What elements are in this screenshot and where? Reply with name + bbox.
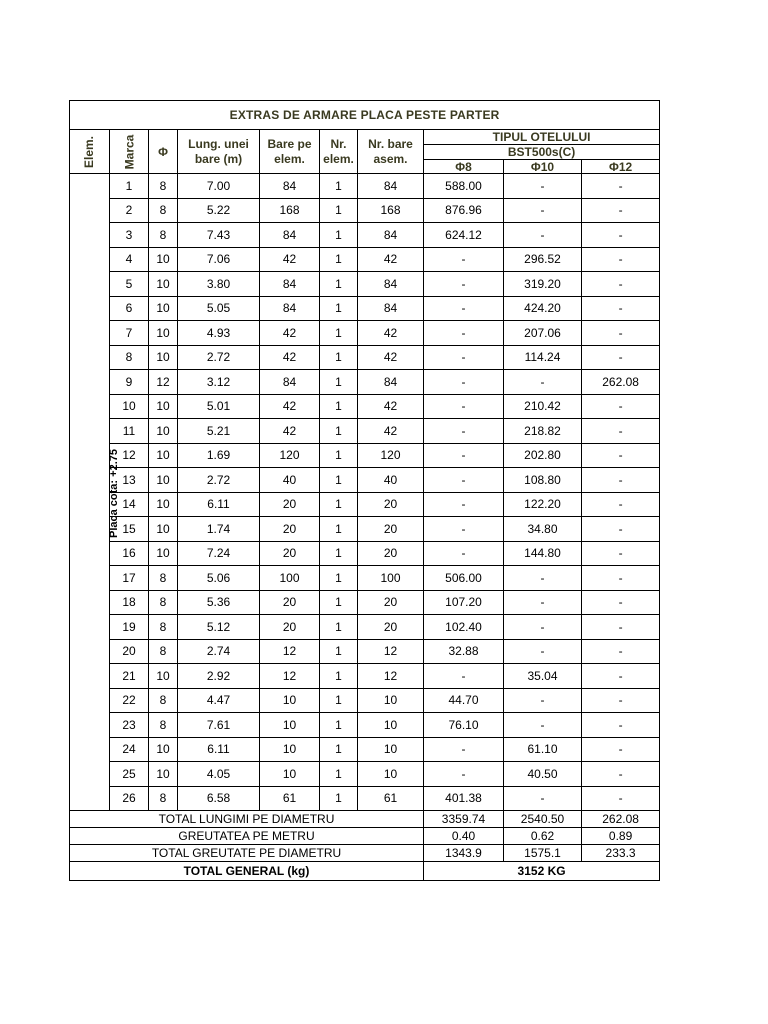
weight-d10-cell: - [504,639,582,664]
table-row [70,247,660,272]
weight-d10-cell: 202.80 [504,443,582,468]
table-row [70,737,660,762]
weight-d8-cell: 76.10 [424,713,504,738]
table-row [70,272,660,297]
header-marca: Marca [110,130,149,174]
bar-length-cell: 7.43 [178,223,260,248]
bars-per-element-cell: 42 [260,247,320,272]
diameter-cell: 10 [149,492,178,517]
weight-d10-cell: 34.80 [504,517,582,542]
weight-d12-cell: - [582,394,660,419]
element-count-cell: 1 [320,713,358,738]
weight-d10-cell: - [504,174,582,199]
element-count-cell: 1 [320,762,358,787]
table-row [70,394,660,419]
total-bars-cell: 120 [358,443,424,468]
marca-cell: 13 [110,468,149,493]
weight-d8-cell: - [424,247,504,272]
grand-total-label: TOTAL GENERAL (kg) [70,862,424,881]
weight-d12-cell: - [582,272,660,297]
marca-cell: 6 [110,296,149,321]
weight-d8-cell: 876.96 [424,198,504,223]
bar-length-cell: 7.06 [178,247,260,272]
marca-cell: 15 [110,517,149,542]
table-row [70,615,660,640]
weight-d12-cell: - [582,247,660,272]
weight-d12-cell: - [582,468,660,493]
weight-d8-cell: - [424,517,504,542]
marca-cell: 7 [110,321,149,346]
weight-d10-cell: 114.24 [504,345,582,370]
total-bars-cell: 10 [358,713,424,738]
bar-length-cell: 4.93 [178,321,260,346]
header-steel-type: TIPUL OTELULUI [424,130,660,145]
table-row [70,786,660,811]
bars-per-element-cell: 20 [260,615,320,640]
weight-d12-cell: - [582,419,660,444]
total-bars-cell: 84 [358,370,424,395]
bars-per-element-cell: 20 [260,541,320,566]
weight-d10-cell: 144.80 [504,541,582,566]
weight-d12-cell: - [582,762,660,787]
diameter-cell: 8 [149,223,178,248]
total-bars-cell: 100 [358,566,424,591]
weight-d12-cell: - [582,223,660,248]
diameter-cell: 10 [149,394,178,419]
marca-cell: 25 [110,762,149,787]
element-count-cell: 1 [320,272,358,297]
weight-d8-cell: - [424,762,504,787]
weight-d8-cell: 506.00 [424,566,504,591]
element-count-cell: 1 [320,590,358,615]
marca-cell: 14 [110,492,149,517]
total-bars-cell: 20 [358,615,424,640]
bars-per-element-cell: 84 [260,272,320,297]
bar-length-cell: 2.92 [178,664,260,689]
bars-per-element-cell: 10 [260,688,320,713]
total-bars-cell: 61 [358,786,424,811]
marca-cell: 23 [110,713,149,738]
table-row [70,566,660,591]
totals-d12-cell: 0.89 [582,828,660,845]
weight-d12-cell: - [582,198,660,223]
weight-d10-cell: 35.04 [504,664,582,689]
totals-d8-cell: 3359.74 [424,811,504,828]
bar-length-cell: 5.12 [178,615,260,640]
header-diameter: Φ [149,130,178,174]
table-row [70,664,660,689]
diameter-cell: 8 [149,615,178,640]
marca-cell: 12 [110,443,149,468]
weight-d12-cell: - [582,174,660,199]
bar-length-cell: 5.06 [178,566,260,591]
marca-cell: 2 [110,198,149,223]
element-count-cell: 1 [320,419,358,444]
weight-d10-cell: - [504,786,582,811]
bars-per-element-cell: 120 [260,443,320,468]
table-row [70,419,660,444]
table-row [70,321,660,346]
marca-cell: 19 [110,615,149,640]
weight-d8-cell: - [424,345,504,370]
marca-cell: 17 [110,566,149,591]
element-count-cell: 1 [320,468,358,493]
weight-d8-cell: 102.40 [424,615,504,640]
totals-label: GREUTATEA PE METRU [70,828,424,845]
table-title: EXTRAS DE ARMARE PLACA PESTE PARTER [70,101,660,130]
totals-d8-cell: 1343.9 [424,845,504,862]
weight-d12-cell: - [582,517,660,542]
weight-d10-cell: 61.10 [504,737,582,762]
header-d8: Φ8 [424,160,504,174]
bars-per-element-cell: 42 [260,345,320,370]
weight-d10-cell: - [504,370,582,395]
weight-d8-cell: - [424,468,504,493]
bar-length-cell: 4.47 [178,688,260,713]
bar-length-cell: 5.01 [178,394,260,419]
diameter-cell: 8 [149,566,178,591]
total-bars-cell: 168 [358,198,424,223]
bars-per-element-cell: 40 [260,468,320,493]
total-bars-cell: 42 [358,247,424,272]
bar-length-cell: 6.58 [178,786,260,811]
marca-cell: 4 [110,247,149,272]
total-bars-cell: 10 [358,762,424,787]
diameter-cell: 10 [149,419,178,444]
table-row [70,541,660,566]
marca-cell: 26 [110,786,149,811]
bar-length-cell: 5.21 [178,419,260,444]
weight-d8-cell: 107.20 [424,590,504,615]
totals-label: TOTAL LUNGIMI PE DIAMETRU [70,811,424,828]
table-row [70,345,660,370]
bar-length-cell: 5.05 [178,296,260,321]
weight-d12-cell: - [582,590,660,615]
weight-d10-cell: 296.52 [504,247,582,272]
table-row [70,639,660,664]
total-bars-cell: 84 [358,174,424,199]
diameter-cell: 8 [149,639,178,664]
diameter-cell: 10 [149,517,178,542]
total-bars-cell: 20 [358,492,424,517]
marca-cell: 24 [110,737,149,762]
weight-per-meter-row [70,828,660,845]
weight-d8-cell: - [424,419,504,444]
weight-d8-cell: 44.70 [424,688,504,713]
weight-d12-cell: - [582,541,660,566]
diameter-cell: 8 [149,786,178,811]
bar-length-cell: 7.61 [178,713,260,738]
total-bars-cell: 20 [358,517,424,542]
element-count-cell: 1 [320,247,358,272]
marca-cell: 22 [110,688,149,713]
weight-d10-cell: - [504,590,582,615]
marca-cell: 20 [110,639,149,664]
element-count-cell: 1 [320,737,358,762]
diameter-cell: 10 [149,443,178,468]
weight-d12-cell: - [582,786,660,811]
weight-d10-cell: - [504,688,582,713]
diameter-cell: 8 [149,198,178,223]
marca-cell: 9 [110,370,149,395]
header-length: Lung. unei bare (m) [178,130,260,174]
bars-per-element-cell: 84 [260,296,320,321]
table-row [70,762,660,787]
totals-d12-cell: 233.3 [582,845,660,862]
bars-per-element-cell: 10 [260,737,320,762]
total-bars-cell: 20 [358,590,424,615]
totals-d8-cell: 0.40 [424,828,504,845]
header-d10: Φ10 [504,160,582,174]
element-count-cell: 1 [320,786,358,811]
bar-length-cell: 6.11 [178,492,260,517]
weight-d10-cell: 108.80 [504,468,582,493]
header-elem: Elem. [70,130,110,174]
total-bars-cell: 10 [358,737,424,762]
bar-length-cell: 5.36 [178,590,260,615]
table-row [70,492,660,517]
weight-d8-cell: - [424,541,504,566]
weight-d8-cell: - [424,443,504,468]
element-count-cell: 1 [320,566,358,591]
weight-d10-cell: 319.20 [504,272,582,297]
weight-d10-cell: 218.82 [504,419,582,444]
marca-cell: 1 [110,174,149,199]
element-count-cell: 1 [320,174,358,199]
total-bars-cell: 42 [358,419,424,444]
element-count-cell: 1 [320,198,358,223]
weight-d8-cell: - [424,296,504,321]
diameter-cell: 10 [149,737,178,762]
diameter-cell: 10 [149,345,178,370]
bar-length-cell: 3.80 [178,272,260,297]
element-count-cell: 1 [320,296,358,321]
table-row [70,713,660,738]
marca-cell: 11 [110,419,149,444]
weight-d8-cell: 624.12 [424,223,504,248]
total-bars-cell: 84 [358,272,424,297]
element-count-cell: 1 [320,223,358,248]
total-bars-cell: 40 [358,468,424,493]
total-bars-cell: 10 [358,688,424,713]
bars-per-element-cell: 12 [260,639,320,664]
bar-length-cell: 2.72 [178,468,260,493]
header-element-count: Nr. elem. [320,130,358,174]
element-count-cell: 1 [320,688,358,713]
marca-cell: 16 [110,541,149,566]
diameter-cell: 12 [149,370,178,395]
bars-per-element-cell: 84 [260,223,320,248]
bars-per-element-cell: 42 [260,321,320,346]
weight-d8-cell: 401.38 [424,786,504,811]
weight-d12-cell: - [582,443,660,468]
table-row [70,223,660,248]
total-bars-cell: 42 [358,345,424,370]
total-bars-cell: 84 [358,296,424,321]
weight-d10-cell: 424.20 [504,296,582,321]
weight-d12-cell: - [582,713,660,738]
weight-d12-cell: - [582,639,660,664]
weight-d8-cell: - [424,394,504,419]
totals-d10-cell: 1575.1 [504,845,582,862]
weight-d8-cell: - [424,737,504,762]
total-bars-cell: 12 [358,664,424,689]
bars-per-element-cell: 10 [260,713,320,738]
element-label-cell: Placa cota: +2.75 [70,174,110,811]
marca-cell: 3 [110,223,149,248]
table-row [70,443,660,468]
diameter-cell: 8 [149,590,178,615]
element-count-cell: 1 [320,370,358,395]
rebar-schedule-table [69,100,660,881]
diameter-cell: 8 [149,688,178,713]
header-steel-grade: BST500s(C) [424,145,660,160]
weight-d10-cell: 40.50 [504,762,582,787]
table-row [70,296,660,321]
weight-d12-cell: 262.08 [582,370,660,395]
bars-per-element-cell: 84 [260,370,320,395]
weight-d10-cell: - [504,198,582,223]
table-row [70,198,660,223]
diameter-cell: 10 [149,296,178,321]
weight-d12-cell: - [582,688,660,713]
weight-d10-cell: 122.20 [504,492,582,517]
bar-length-cell: 2.72 [178,345,260,370]
element-count-cell: 1 [320,517,358,542]
bars-per-element-cell: 168 [260,198,320,223]
weight-d8-cell: - [424,664,504,689]
diameter-cell: 10 [149,272,178,297]
weight-d10-cell: - [504,566,582,591]
bars-per-element-cell: 20 [260,590,320,615]
weight-d8-cell: 32.88 [424,639,504,664]
header-d12: Φ12 [582,160,660,174]
diameter-cell: 8 [149,713,178,738]
bar-length-cell: 1.74 [178,517,260,542]
bars-per-element-cell: 20 [260,517,320,542]
total-bars-cell: 42 [358,394,424,419]
marca-cell: 18 [110,590,149,615]
weight-d12-cell: - [582,737,660,762]
totals-label: TOTAL GREUTATE PE DIAMETRU [70,845,424,862]
element-count-cell: 1 [320,321,358,346]
total-bars-cell: 42 [358,321,424,346]
weight-d12-cell: - [582,345,660,370]
element-count-cell: 1 [320,664,358,689]
table-row [70,688,660,713]
grand-total-value: 3152 KG [424,862,660,881]
total-bars-cell: 20 [358,541,424,566]
diameter-cell: 10 [149,247,178,272]
bars-per-element-cell: 100 [260,566,320,591]
total-weight-row [70,845,660,862]
total-bars-cell: 84 [358,223,424,248]
marca-cell: 5 [110,272,149,297]
header-total-bars: Nr. bare asem. [358,130,424,174]
marca-cell: 21 [110,664,149,689]
total-bars-cell: 12 [358,639,424,664]
table-row [70,174,660,199]
element-count-cell: 1 [320,615,358,640]
bars-per-element-cell: 42 [260,394,320,419]
element-count-cell: 1 [320,492,358,517]
diameter-cell: 10 [149,541,178,566]
weight-d10-cell: 210.42 [504,394,582,419]
diameter-cell: 10 [149,468,178,493]
marca-cell: 10 [110,394,149,419]
weight-d10-cell: 207.06 [504,321,582,346]
element-count-cell: 1 [320,394,358,419]
header-bars-per-element: Bare pe elem. [260,130,320,174]
diameter-cell: 10 [149,762,178,787]
weight-d10-cell: - [504,713,582,738]
element-count-cell: 1 [320,443,358,468]
bar-length-cell: 2.74 [178,639,260,664]
weight-d12-cell: - [582,664,660,689]
bar-length-cell: 5.22 [178,198,260,223]
bars-per-element-cell: 84 [260,174,320,199]
bar-length-cell: 3.12 [178,370,260,395]
weight-d12-cell: - [582,492,660,517]
table-row [70,370,660,395]
total-length-row [70,811,660,828]
table-row [70,468,660,493]
weight-d8-cell: - [424,492,504,517]
bar-length-cell: 6.11 [178,737,260,762]
weight-d8-cell: 588.00 [424,174,504,199]
grand-total-row [70,862,660,881]
totals-d12-cell: 262.08 [582,811,660,828]
weight-d10-cell: - [504,223,582,248]
element-count-cell: 1 [320,345,358,370]
table-row [70,590,660,615]
diameter-cell: 10 [149,321,178,346]
weight-d8-cell: - [424,272,504,297]
weight-d8-cell: - [424,321,504,346]
bars-per-element-cell: 42 [260,419,320,444]
bar-length-cell: 1.69 [178,443,260,468]
totals-d10-cell: 2540.50 [504,811,582,828]
weight-d12-cell: - [582,615,660,640]
weight-d8-cell: - [424,370,504,395]
diameter-cell: 10 [149,664,178,689]
element-count-cell: 1 [320,541,358,566]
bar-length-cell: 7.00 [178,174,260,199]
bars-per-element-cell: 12 [260,664,320,689]
marca-cell: 8 [110,345,149,370]
bars-per-element-cell: 61 [260,786,320,811]
table-row [70,517,660,542]
totals-d10-cell: 0.62 [504,828,582,845]
weight-d12-cell: - [582,296,660,321]
bar-length-cell: 4.05 [178,762,260,787]
weight-d12-cell: - [582,566,660,591]
diameter-cell: 8 [149,174,178,199]
weight-d12-cell: - [582,321,660,346]
bars-per-element-cell: 10 [260,762,320,787]
bars-per-element-cell: 20 [260,492,320,517]
bar-length-cell: 7.24 [178,541,260,566]
weight-d10-cell: - [504,615,582,640]
element-count-cell: 1 [320,639,358,664]
